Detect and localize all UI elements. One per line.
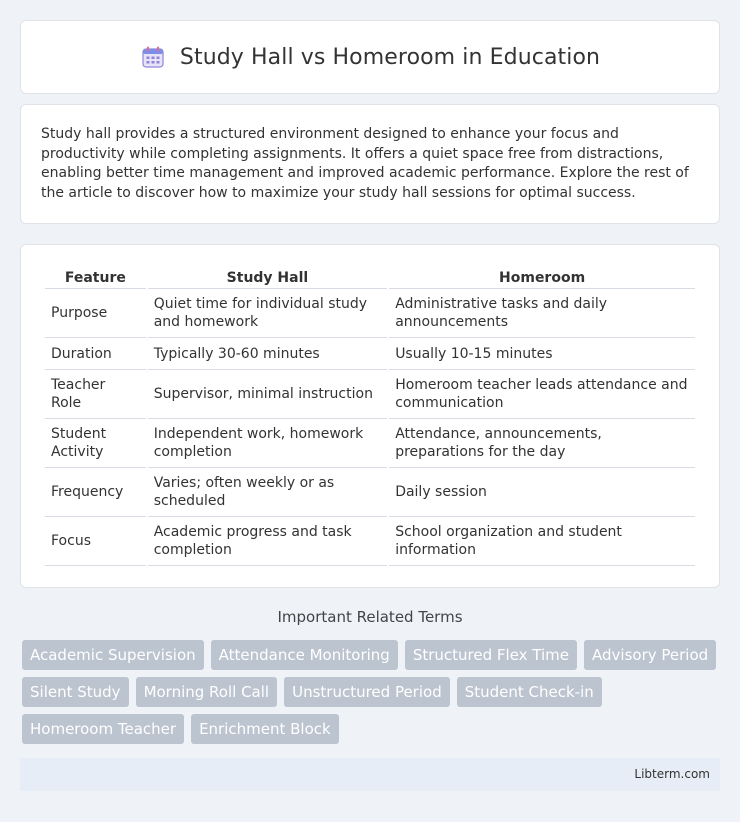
table-cell-study-hall: Quiet time for individual study and homework — [148, 289, 387, 338]
related-term-tag[interactable]: Academic Supervision — [22, 640, 204, 670]
table-row — [45, 289, 695, 338]
intro-text: Study hall provides a structured environment designed to enhance your focus and productivity while completing assignments. It offers a quiet space free from distractions, enabling better time management and improved academic performance. Explore the rest of the article to discover how to maximize your study hall sessions for optimal success. — [41, 126, 689, 201]
table-cell-study-hall: Supervisor, minimal instruction — [148, 370, 387, 419]
table-cell-feature: Student Activity — [45, 419, 146, 468]
table-cell-feature: Purpose — [45, 289, 146, 338]
related-term-tag[interactable]: Student Check-in — [457, 677, 602, 707]
title-card — [20, 20, 720, 94]
page-title: Study Hall vs Homeroom in Education — [179, 44, 601, 70]
related-term-tag[interactable]: Homeroom Teacher — [22, 714, 184, 744]
table-row — [45, 370, 695, 419]
related-term-tag[interactable]: Morning Roll Call — [136, 677, 278, 707]
related-term-tag[interactable]: Silent Study — [22, 677, 129, 707]
related-term-tag[interactable]: Structured Flex Time — [405, 640, 577, 670]
table-cell-homeroom: Homeroom teacher leads attendance and communication — [389, 370, 695, 419]
table-cell-feature: Frequency — [45, 468, 146, 517]
table-cell-study-hall: Academic progress and task completion — [148, 517, 387, 566]
table-cell-homeroom: Usually 10-15 minutes — [389, 338, 695, 370]
table-cell-feature: Teacher Role — [45, 370, 146, 419]
table-row — [45, 338, 695, 370]
table-cell-homeroom: Attendance, announcements, preparations for the day — [389, 419, 695, 468]
related-term-tag[interactable]: Enrichment Block — [191, 714, 339, 744]
table-cell-feature: Duration — [45, 338, 146, 370]
header-study-hall: Study Hall — [148, 265, 387, 289]
comparison-table — [43, 265, 697, 566]
related-term-tag[interactable]: Unstructured Period — [284, 677, 450, 707]
table-cell-study-hall: Independent work, homework completion — [148, 419, 387, 468]
footer-site-link[interactable]: Libterm.com — [634, 767, 710, 781]
related-terms-list — [22, 640, 718, 744]
header-feature: Feature — [45, 265, 146, 289]
related-terms-title: Important Related Terms — [277, 608, 463, 626]
table-row — [45, 468, 695, 517]
related-term-tag[interactable]: Attendance Monitoring — [211, 640, 398, 670]
footer — [20, 758, 720, 791]
header-homeroom: Homeroom — [389, 265, 695, 289]
comparison-table-card — [20, 244, 720, 588]
table-cell-study-hall: Typically 30-60 minutes — [148, 338, 387, 370]
table-cell-homeroom: Daily session — [389, 468, 695, 517]
table-header-row — [45, 265, 695, 289]
related-term-tag[interactable]: Advisory Period — [584, 640, 716, 670]
calendar-icon — [140, 44, 166, 70]
table-cell-study-hall: Varies; often weekly or as scheduled — [148, 468, 387, 517]
intro-card — [20, 104, 720, 224]
table-row — [45, 517, 695, 566]
table-row — [45, 419, 695, 468]
table-cell-homeroom: School organization and student information — [389, 517, 695, 566]
table-cell-feature: Focus — [45, 517, 146, 566]
table-cell-homeroom: Administrative tasks and daily announcements — [389, 289, 695, 338]
